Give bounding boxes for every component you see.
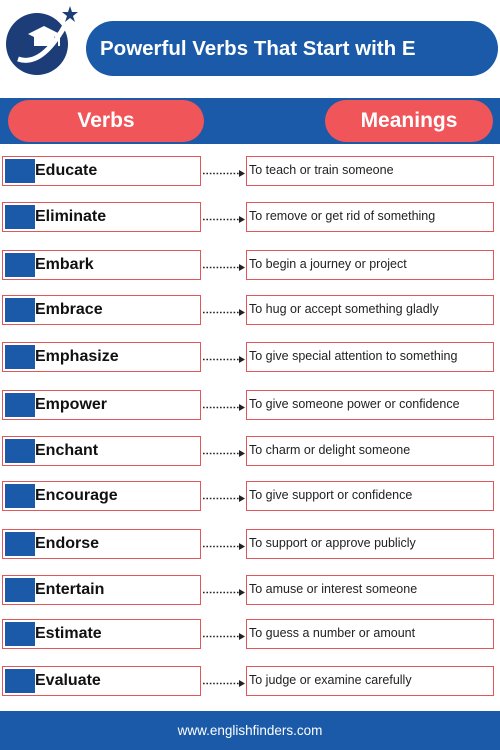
meaning-box (246, 295, 494, 325)
dotted-arrow-icon (203, 264, 245, 271)
verb-row (0, 202, 500, 236)
meaning-box (246, 390, 494, 420)
meaning-label: To begin a journey or project (249, 257, 407, 271)
verb-row (0, 575, 500, 609)
meaning-box (246, 529, 494, 559)
meaning-label: To support or approve publicly (249, 536, 416, 550)
meaning-label: To charm or delight someone (249, 443, 411, 457)
verb-marker (5, 622, 35, 646)
meaning-box (246, 202, 494, 232)
verb-marker (5, 532, 35, 556)
meaning-box (246, 156, 494, 186)
verb-box (2, 619, 201, 649)
verb-box (2, 436, 201, 466)
verb-marker (5, 439, 35, 463)
verb-row (0, 436, 500, 470)
meaning-box (246, 666, 494, 696)
verb-row (0, 481, 500, 515)
verb-label: Embark (35, 256, 94, 273)
verb-box (2, 575, 201, 605)
verb-label: Eliminate (35, 208, 107, 225)
verb-label: Educate (35, 162, 98, 179)
meaning-label: To give someone power or confidence (249, 397, 460, 411)
verb-row (0, 619, 500, 653)
meaning-label: To hug or accept something gladly (249, 302, 439, 316)
footer-url: www.englishfinders.com (0, 711, 500, 750)
meaning-box (246, 342, 494, 372)
verb-label: Endorse (35, 535, 100, 552)
verbs-header: Verbs (8, 100, 204, 142)
verb-row (0, 156, 500, 190)
meaning-box (246, 575, 494, 605)
verb-marker (5, 159, 35, 183)
verb-box (2, 666, 201, 696)
dotted-arrow-icon (203, 450, 245, 457)
verb-label: Estimate (35, 625, 102, 642)
verb-marker (5, 393, 35, 417)
verb-row (0, 390, 500, 424)
verb-marker (5, 484, 35, 508)
meaning-label: To give special attention to something (249, 349, 458, 363)
verb-box (2, 390, 201, 420)
dotted-arrow-icon (203, 543, 245, 550)
dotted-arrow-icon (203, 216, 245, 223)
verb-marker (5, 578, 35, 602)
verb-box (2, 250, 201, 280)
verb-marker (5, 253, 35, 277)
verb-marker (5, 345, 35, 369)
dotted-arrow-icon (203, 589, 245, 596)
verb-label: Entertain (35, 581, 105, 598)
verb-row (0, 250, 500, 284)
dotted-arrow-icon (203, 309, 245, 316)
verb-box (2, 342, 201, 372)
verb-marker (5, 298, 35, 322)
dotted-arrow-icon (203, 680, 245, 687)
meaning-label: To guess a number or amount (249, 626, 416, 640)
meaning-box (246, 250, 494, 280)
verb-label: Evaluate (35, 672, 101, 689)
verb-box (2, 481, 201, 511)
verb-marker (5, 669, 35, 693)
dotted-arrow-icon (203, 356, 245, 363)
dotted-arrow-icon (203, 633, 245, 640)
meaning-label: To teach or train someone (249, 163, 394, 177)
dotted-arrow-icon (203, 404, 245, 411)
meaning-label: To amuse or interest someone (249, 582, 418, 596)
verb-box (2, 529, 201, 559)
verb-label: Encourage (35, 487, 118, 504)
meaning-label: To judge or examine carefully (249, 673, 412, 687)
meaning-box (246, 619, 494, 649)
meanings-header: Meanings (325, 100, 493, 142)
meaning-label: To remove or get rid of something (249, 209, 436, 223)
dotted-arrow-icon (203, 495, 245, 502)
meaning-label: To give support or confidence (249, 488, 413, 502)
verb-label: Empower (35, 396, 108, 413)
verb-row (0, 295, 500, 329)
verb-label: Emphasize (35, 348, 119, 365)
verb-marker (5, 205, 35, 229)
site-logo (4, 4, 78, 78)
meaning-box (246, 481, 494, 511)
verb-label: Enchant (35, 442, 99, 459)
page-title: Powerful Verbs That Start with E (86, 21, 498, 76)
dotted-arrow-icon (203, 170, 245, 177)
verb-box (2, 202, 201, 232)
verb-label: Embrace (35, 301, 103, 318)
verb-box (2, 295, 201, 325)
verb-row (0, 529, 500, 563)
verb-box (2, 156, 201, 186)
meaning-box (246, 436, 494, 466)
verb-row (0, 666, 500, 700)
verb-row (0, 342, 500, 376)
